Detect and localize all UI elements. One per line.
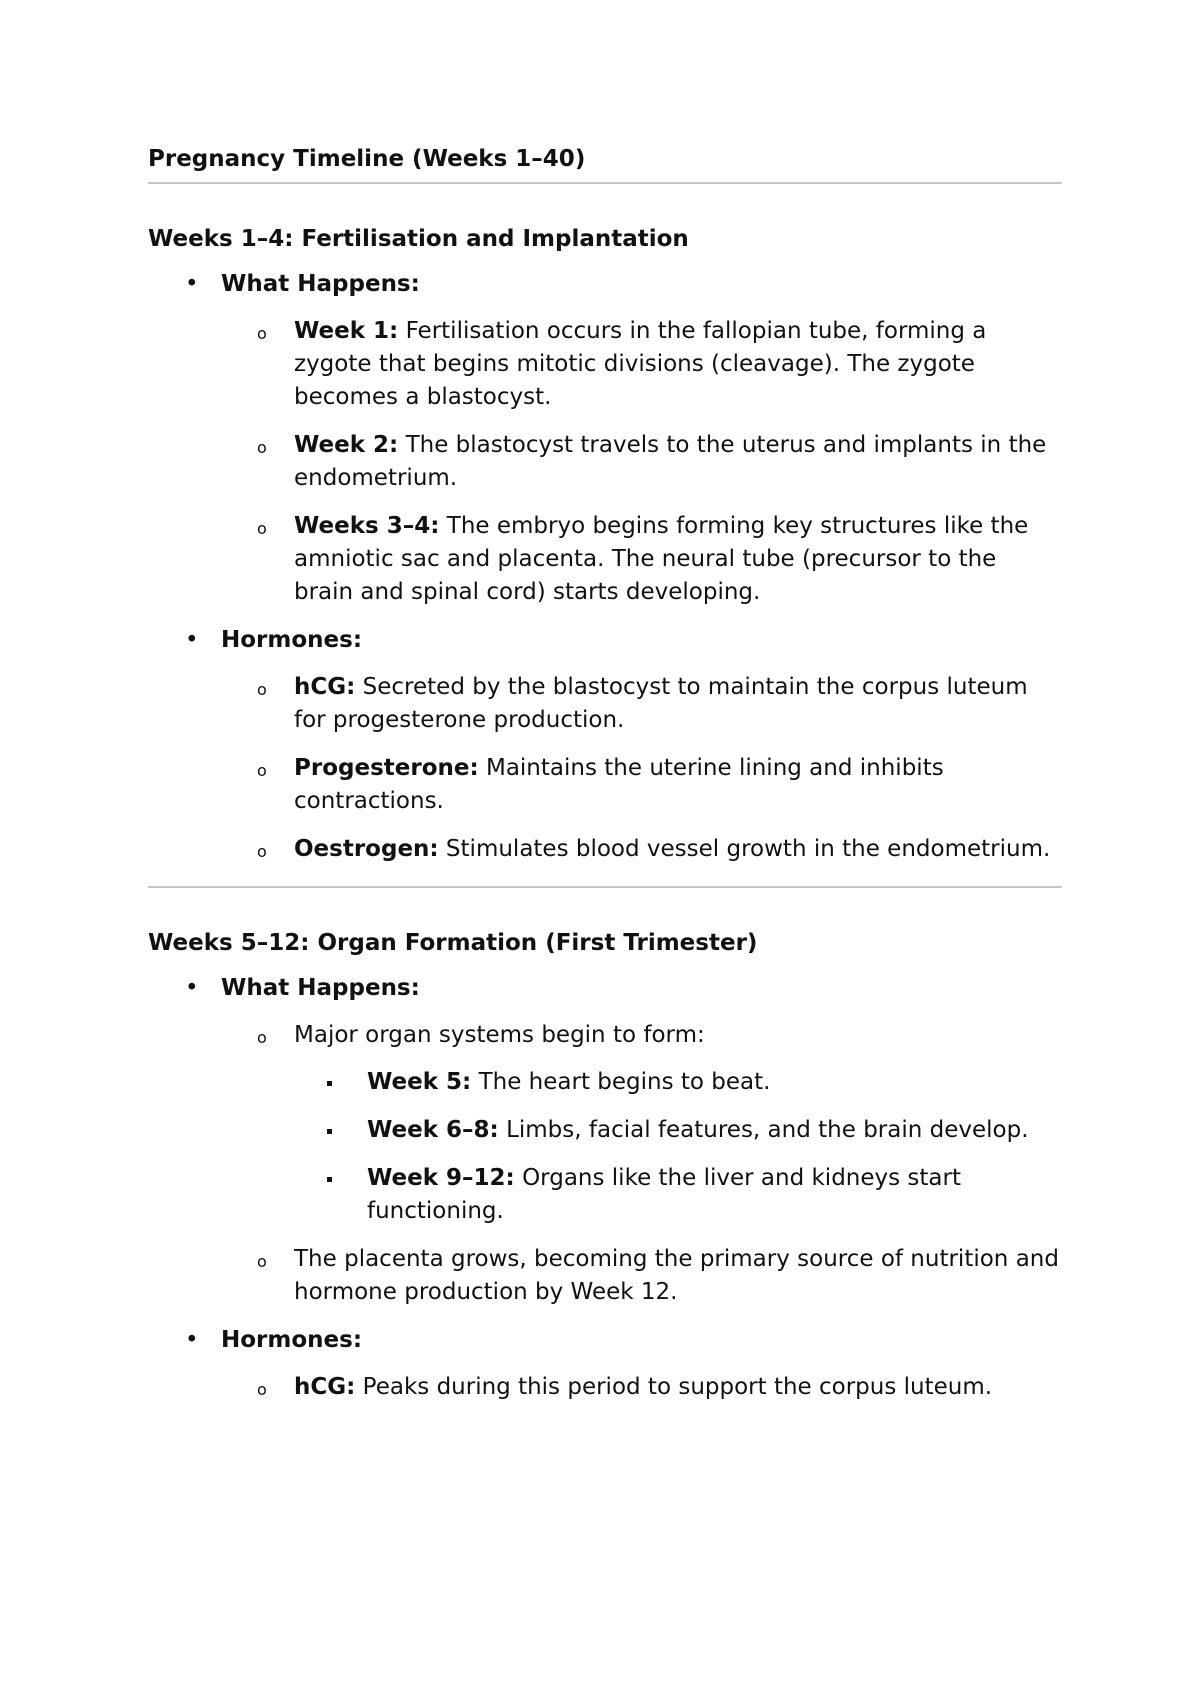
sub-list <box>221 315 1062 609</box>
list-item <box>148 624 1062 866</box>
section-heading: Weeks 1–4: Fertilisation and Implantation <box>148 226 689 252</box>
list-item <box>221 1243 1062 1309</box>
group-label: Hormones: <box>221 627 363 653</box>
square-bullet-icon <box>327 1081 332 1086</box>
list-item <box>294 1066 1062 1099</box>
list-item <box>221 671 1062 737</box>
circle-bullet-icon: o <box>257 1028 267 1047</box>
list-item <box>148 1324 1062 1404</box>
item-term: Week 9–12: <box>367 1165 515 1191</box>
bullet-icon: • <box>185 1327 199 1353</box>
list-item <box>221 752 1062 818</box>
list-item <box>221 429 1062 495</box>
section-heading: Weeks 5–12: Organ Formation (First Trimester) <box>148 930 758 956</box>
document-title: Pregnancy Timeline (Weeks 1–40) <box>148 144 1062 184</box>
sub-sub-list <box>294 1066 1062 1228</box>
list-item <box>221 833 1062 866</box>
square-bullet-icon <box>327 1129 332 1134</box>
circle-bullet-icon: o <box>257 324 267 343</box>
item-text: The embryo begins forming key structures like the amniotic sac and placenta. The neural tube (precursor to the brain and spinal cord) starts developing. <box>294 513 1029 605</box>
square-bullet-icon <box>327 1177 332 1182</box>
circle-bullet-icon: o <box>257 519 267 538</box>
item-text: Secreted by the blastocyst to maintain the corpus luteum for progesterone production. <box>294 674 1028 733</box>
group-label: What Happens: <box>221 271 420 297</box>
item-term: Weeks 3–4: <box>294 513 440 539</box>
group-label: What Happens: <box>221 975 420 1001</box>
group-label: Hormones: <box>221 1327 363 1353</box>
list-item <box>221 510 1062 609</box>
item-text: Stimulates blood vessel growth in the endometrium. <box>438 836 1051 862</box>
item-text: Maintains the uterine lining and inhibits contractions. <box>294 755 944 814</box>
bullet-icon: • <box>185 627 199 653</box>
item-term: Progesterone: <box>294 755 479 781</box>
list-item <box>148 268 1062 609</box>
list-item <box>148 972 1062 1309</box>
bullet-icon: • <box>185 975 199 1001</box>
sub-list <box>221 1019 1062 1309</box>
section-weeks-1-4 <box>148 224 1062 888</box>
item-term: hCG: <box>294 1374 356 1400</box>
section-divider <box>148 886 1062 888</box>
list-item <box>221 1371 1062 1404</box>
item-term: Week 6–8: <box>367 1117 499 1143</box>
item-text: The blastocyst travels to the uterus and implants in the endometrium. <box>294 432 1047 491</box>
section-weeks-5-12 <box>148 928 1062 1404</box>
item-text: Fertilisation occurs in the fallopian tube, forming a zygote that begins mitotic divisions (cleavage). The zygote becomes a blastocyst. <box>294 318 987 410</box>
circle-bullet-icon: o <box>257 761 267 780</box>
item-term: Week 1: <box>294 318 399 344</box>
circle-bullet-icon: o <box>257 842 267 861</box>
sub-list <box>221 1371 1062 1404</box>
item-text: The heart begins to beat. <box>471 1069 771 1095</box>
circle-bullet-icon: o <box>257 1252 267 1271</box>
item-term: Oestrogen: <box>294 836 439 862</box>
list-item <box>294 1162 1062 1228</box>
item-term: Week 2: <box>294 432 399 458</box>
circle-bullet-icon: o <box>257 1380 267 1399</box>
item-term: hCG: <box>294 674 356 700</box>
bullet-list <box>148 268 1062 866</box>
sub-list <box>221 671 1062 866</box>
item-text: Peaks during this period to support the corpus luteum. <box>355 1374 993 1400</box>
item-text: Limbs, facial features, and the brain develop. <box>498 1117 1029 1143</box>
bullet-icon: • <box>185 271 199 297</box>
document-page <box>148 140 1062 1419</box>
bullet-list <box>148 972 1062 1404</box>
item-text: Major organ systems begin to form: <box>294 1022 705 1048</box>
circle-bullet-icon: o <box>257 438 267 457</box>
list-item <box>221 1019 1062 1228</box>
item-text: Organs like the liver and kidneys start functioning. <box>367 1165 961 1224</box>
circle-bullet-icon: o <box>257 680 267 699</box>
list-item <box>221 315 1062 414</box>
item-text: The placenta grows, becoming the primary source of nutrition and hormone production by Week 12. <box>294 1246 1059 1305</box>
item-term: Week 5: <box>367 1069 472 1095</box>
list-item <box>294 1114 1062 1147</box>
